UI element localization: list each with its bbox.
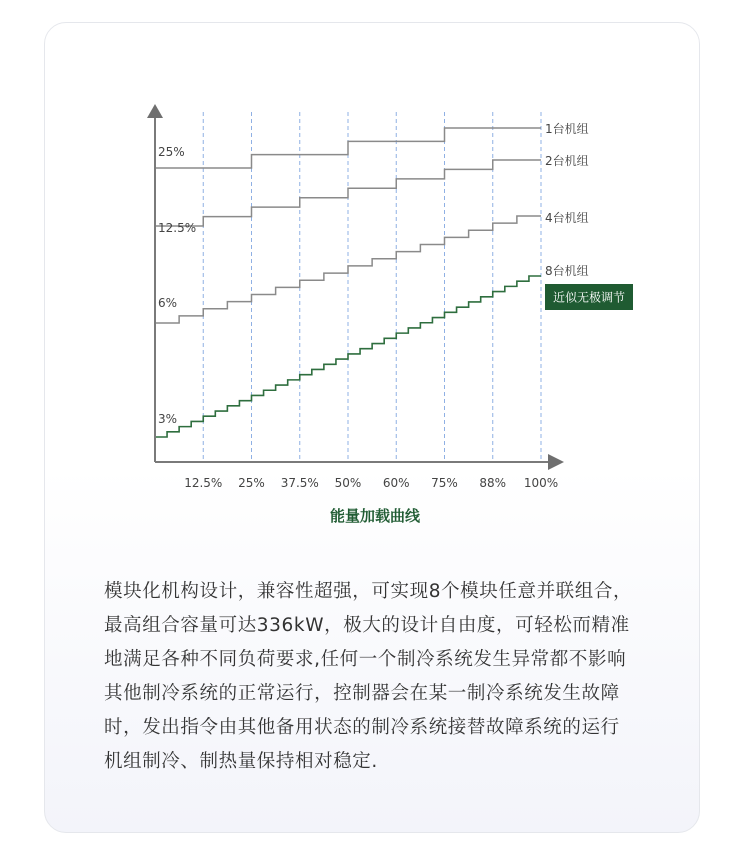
series-label: 4台机组 xyxy=(545,211,589,225)
annotation-label: 近似无极调节 xyxy=(552,290,626,305)
x-tick-label: 60% xyxy=(382,476,410,490)
y-axis-arrow xyxy=(147,104,163,118)
description-line: 最高组合容量可达336kW，极大的设计自由度，可轻松而精准 xyxy=(104,615,630,636)
description-text xyxy=(104,575,684,779)
axes xyxy=(147,104,564,470)
grid-lines xyxy=(203,112,541,461)
description-line: 时，发出指令由其他备用状态的制冷系统接替故障系统的运行 xyxy=(104,717,620,738)
y-tick-label: 6% xyxy=(158,296,178,310)
labels xyxy=(158,121,633,490)
description-line: 模块化机构设计，兼容性超强，可实现8个模块任意并联组合， xyxy=(104,581,633,602)
x-tick-label: 50% xyxy=(334,476,362,490)
x-axis-arrow xyxy=(548,454,564,470)
x-tick-label: 12.5% xyxy=(184,476,223,490)
chart-title: 能量加载曲线 xyxy=(329,507,420,525)
x-tick-label: 100% xyxy=(523,476,559,490)
y-tick-label: 3% xyxy=(158,412,178,426)
x-tick-label: 88% xyxy=(479,476,507,490)
y-tick-label: 25% xyxy=(158,145,185,159)
x-tick-label: 37.5% xyxy=(280,476,319,490)
description-line: 地满足各种不同负荷要求,任何一个制冷系统发生异常都不影响 xyxy=(104,649,627,670)
y-tick-label: 12.5% xyxy=(158,221,197,235)
series-label: 2台机组 xyxy=(545,154,589,168)
description-line: 其他制冷系统的正常运行，控制器会在某一制冷系统发生故障 xyxy=(104,683,620,704)
series-label: 1台机组 xyxy=(545,122,589,136)
series-line xyxy=(155,276,541,437)
series-label: 8台机组 xyxy=(545,264,589,278)
x-tick-label: 25% xyxy=(238,476,265,490)
description-line: 机组制冷、制热量保持相对稳定. xyxy=(104,751,378,772)
x-tick-label: 75% xyxy=(431,476,458,490)
